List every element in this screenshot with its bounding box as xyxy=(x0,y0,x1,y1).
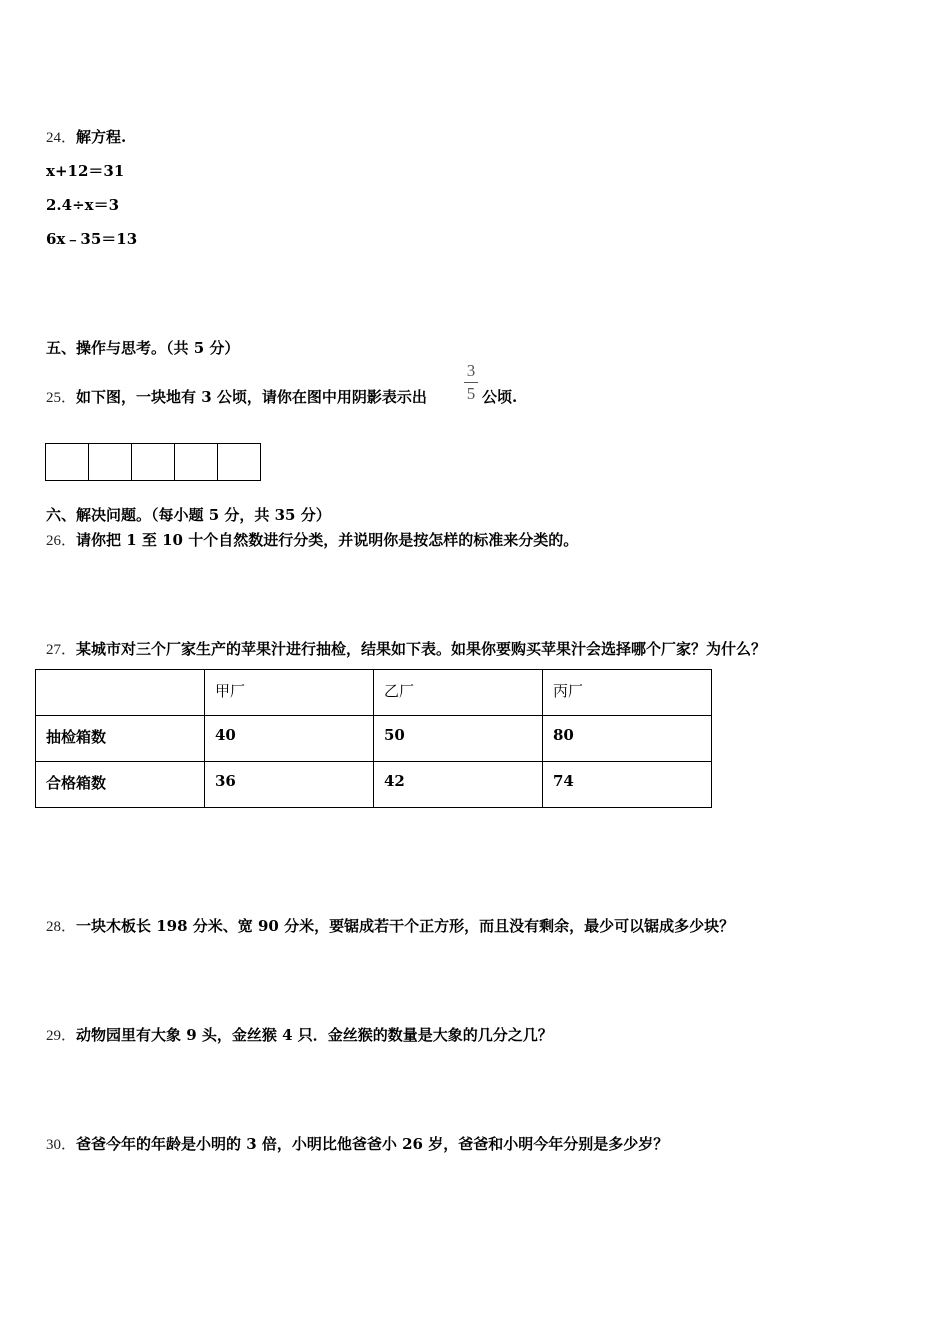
question-29 xyxy=(46,1025,553,1046)
question-text: 解方程. xyxy=(76,128,127,146)
equation-1: x+12＝31 xyxy=(46,162,125,180)
question-text: 一块木板长 198 分米、宽 90 分米，要锯成若干个正方形，而且没有剩余，最少可以锯成多少块？ xyxy=(76,917,735,935)
question-text: 如下图，一块地有 3 公顷，请你在图中用阴影表示出 xyxy=(76,388,427,406)
table-cell xyxy=(36,670,205,716)
question-number: 25． xyxy=(46,390,77,406)
table-cell: 74 xyxy=(543,762,712,808)
question-27 xyxy=(46,639,766,660)
table-header-cell: 丙厂 xyxy=(543,670,712,716)
grid-cell[interactable] xyxy=(218,444,260,480)
equation-3: 6x﹣35＝13 xyxy=(46,230,138,248)
section-6-title: 六、解决问题。（每小题 5 分，共 35 分） xyxy=(46,506,331,524)
table-cell: 40 xyxy=(205,716,374,762)
juice-inspection-table xyxy=(35,669,712,808)
table-cell: 80 xyxy=(543,716,712,762)
question-number: 30． xyxy=(46,1137,77,1153)
grid-cell[interactable] xyxy=(175,444,218,480)
question-number: 29． xyxy=(46,1028,77,1044)
table-cell: 36 xyxy=(205,762,374,808)
fraction-three-fifths xyxy=(464,362,478,403)
question-24-heading xyxy=(46,127,126,148)
table-header-cell: 乙厂 xyxy=(374,670,543,716)
question-number: 27． xyxy=(46,642,77,658)
table-cell: 合格箱数 xyxy=(36,762,205,808)
fraction-numerator: 3 xyxy=(466,361,476,380)
section-5-title: 五、操作与思考。（共 5 分） xyxy=(46,339,240,357)
table-row xyxy=(36,716,712,762)
grid-cell[interactable] xyxy=(89,444,132,480)
question-text: 爸爸今年的年龄是小明的 3 倍，小明比他爸爸小 26 岁，爸爸和小明今年分别是多少岁？ xyxy=(76,1135,669,1153)
table-cell: 抽检箱数 xyxy=(36,716,205,762)
table-cell: 42 xyxy=(374,762,543,808)
table-row xyxy=(36,762,712,808)
grid-cell[interactable] xyxy=(132,444,175,480)
question-30 xyxy=(46,1134,668,1155)
question-26 xyxy=(46,530,578,551)
question-28 xyxy=(46,916,734,937)
table-cell: 50 xyxy=(374,716,543,762)
fraction-denominator: 5 xyxy=(466,384,476,403)
equation-2: 2.4÷x＝3 xyxy=(46,196,120,214)
question-number: 28． xyxy=(46,919,77,935)
table-header-row xyxy=(36,670,712,716)
question-25-unit: 公顷. xyxy=(482,388,518,406)
question-text: 某城市对三个厂家生产的苹果汁进行抽检，结果如下表。如果你要购买苹果汁会选择哪个厂家？为什么？ xyxy=(76,640,767,658)
question-number: 26． xyxy=(46,533,77,549)
table-header-cell: 甲厂 xyxy=(205,670,374,716)
grid-cell[interactable] xyxy=(46,444,89,480)
land-grid xyxy=(45,443,261,481)
question-number: 24． xyxy=(46,130,77,146)
question-25 xyxy=(46,387,427,408)
question-text: 动物园里有大象 9 头，金丝猴 4 只．金丝猴的数量是大象的几分之几？ xyxy=(76,1026,553,1044)
question-text: 请你把 1 至 10 十个自然数进行分类，并说明你是按怎样的标准来分类的。 xyxy=(76,531,579,549)
